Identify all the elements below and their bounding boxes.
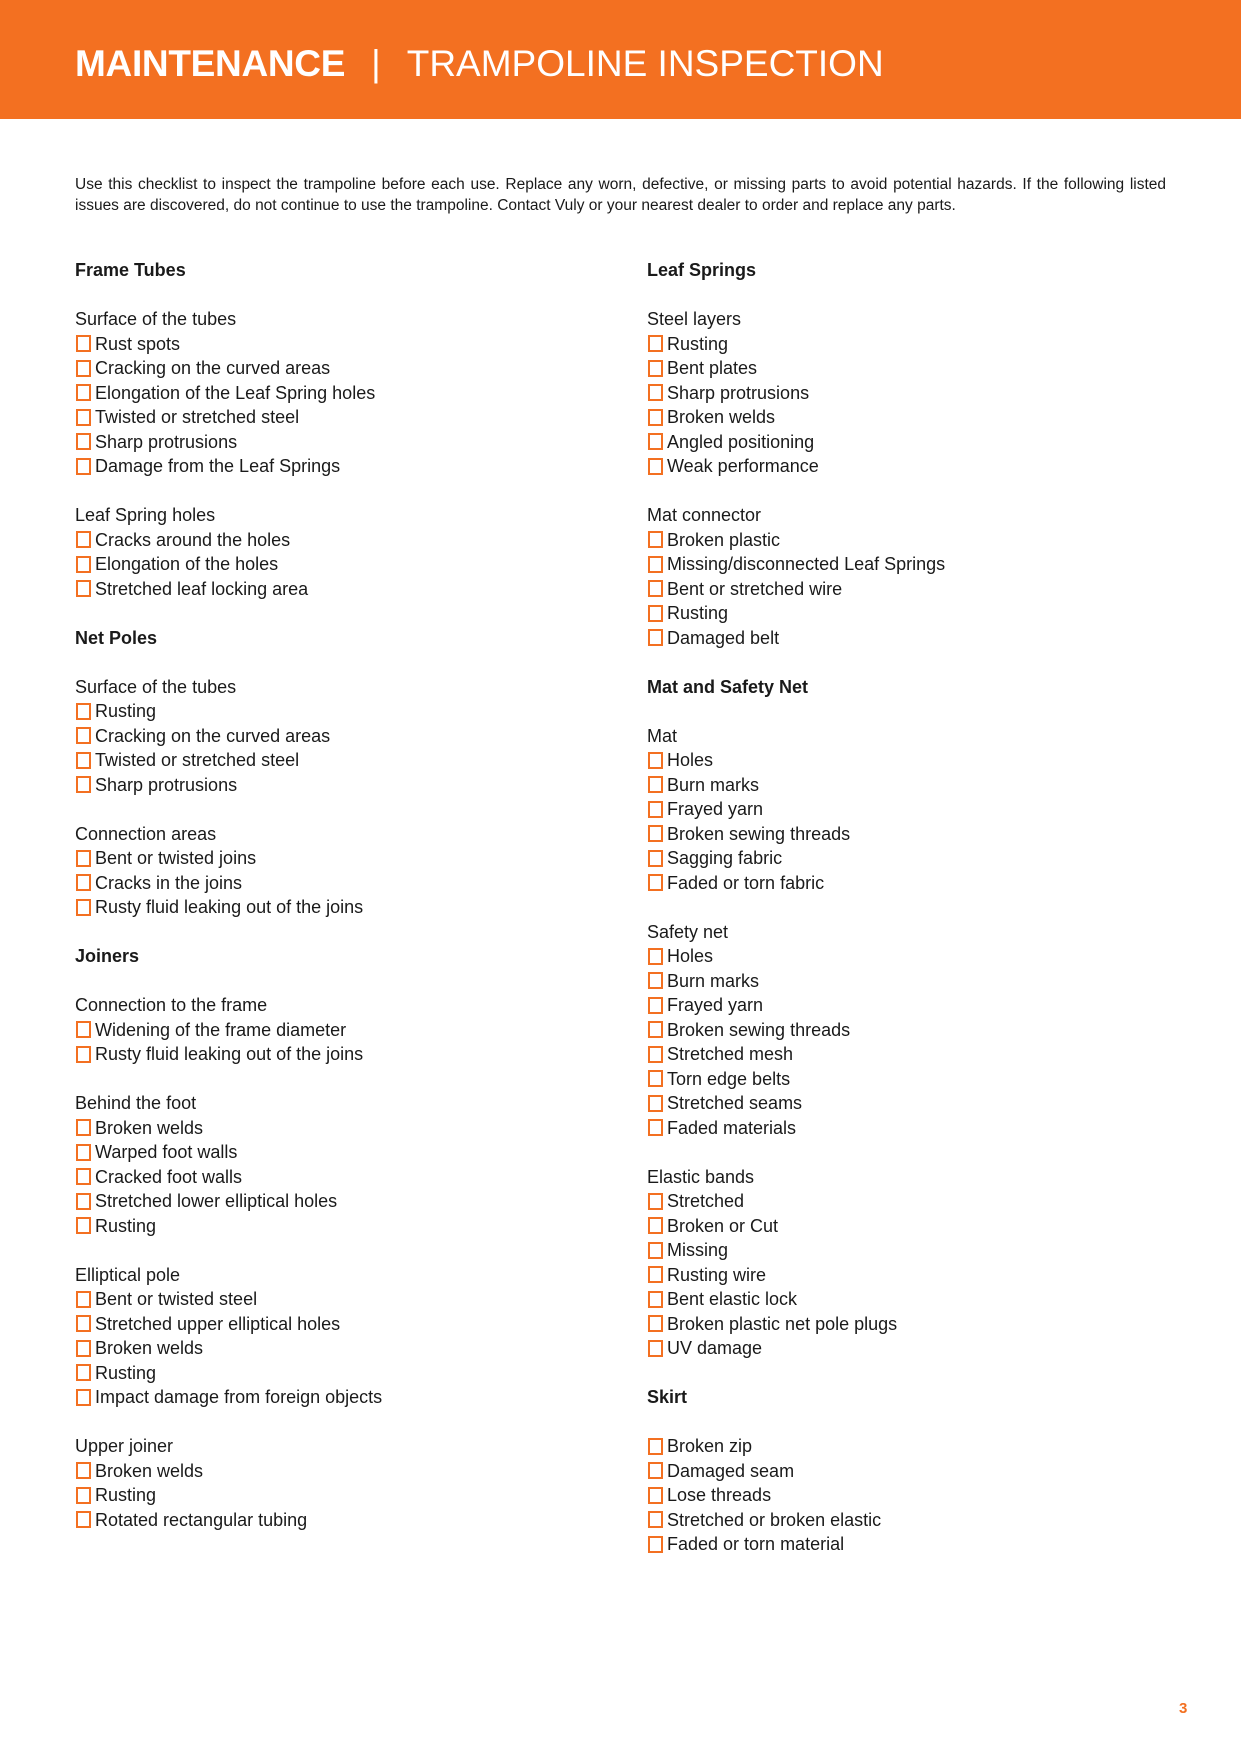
checkbox-icon[interactable] [648, 1315, 663, 1332]
checklist-group [647, 920, 1167, 1141]
checkbox-icon[interactable] [76, 1119, 91, 1136]
checklist-item-label: Twisted or stretched steel [95, 750, 300, 770]
checkbox-icon[interactable] [76, 458, 91, 475]
checklist-item-label: Broken zip [667, 1436, 753, 1456]
checkbox-icon[interactable] [648, 1487, 663, 1504]
checklist-item[interactable] [75, 1189, 595, 1214]
checklist-item[interactable] [75, 748, 595, 773]
checklist-item-label: Rusting [95, 1485, 157, 1505]
checklist-group [647, 1434, 1167, 1557]
checklist-item-label: Burn marks [667, 970, 760, 991]
checklist-item-label: Rusting wire [667, 1264, 767, 1285]
checklist-item[interactable] [647, 1459, 1167, 1484]
checkbox-icon[interactable] [76, 433, 91, 450]
checklist-item-label: Frayed yarn [667, 799, 764, 819]
checklist-item-label: Frayed yarn [667, 995, 764, 1015]
checklist-item[interactable] [647, 356, 1167, 381]
checklist-item-label: Rusty fluid leaking out of the joins [95, 1044, 364, 1064]
checkbox-icon[interactable] [76, 1315, 91, 1332]
checklist-item[interactable] [647, 1116, 1167, 1141]
checklist-item[interactable] [647, 1091, 1167, 1116]
checklist-item-label: Sharp protrusions [95, 774, 238, 795]
checkbox-icon[interactable] [76, 1046, 91, 1063]
checklist-item-label: Bent or twisted joins [95, 848, 257, 868]
group-title: Mat [647, 725, 678, 746]
checkbox-icon[interactable] [648, 1242, 663, 1259]
checklist-item[interactable] [647, 577, 1167, 602]
checklist-item-label: Rust spots [95, 333, 181, 354]
checkbox-icon[interactable] [648, 948, 663, 965]
checklist-item[interactable] [75, 381, 595, 406]
checkbox-icon[interactable] [648, 629, 663, 646]
section-skirt [647, 1385, 1167, 1557]
checklist-item-label: Rusty fluid leaking out of the joins [95, 897, 364, 917]
title-light: TRAMPOLINE INSPECTION [406, 43, 884, 84]
checklist-item-label: Broken welds [95, 1338, 204, 1358]
checklist-item-label: Rusting [95, 1215, 157, 1236]
checklist-group [75, 1263, 595, 1410]
checklist-item-label: Warped foot walls [95, 1142, 238, 1162]
checklist-item[interactable] [647, 405, 1167, 430]
checkbox-icon[interactable] [648, 433, 663, 450]
checklist-item-label: Rusting [667, 333, 729, 354]
checkbox-icon[interactable] [648, 1438, 663, 1455]
checkbox-icon[interactable] [76, 1389, 91, 1406]
section-title: Leaf Springs [647, 260, 757, 280]
checkbox-icon[interactable] [648, 1119, 663, 1136]
checklist-item[interactable] [75, 1018, 595, 1043]
checklist-item-label: Faded or torn material [667, 1534, 845, 1554]
group-title: Elastic bands [647, 1166, 755, 1187]
checklist-group [75, 993, 595, 1067]
page-header [0, 0, 1241, 119]
checkbox-icon[interactable] [76, 1487, 91, 1504]
checklist-item-label: Faded materials [667, 1117, 797, 1138]
checklist-item[interactable] [75, 895, 595, 920]
section-title: Joiners [75, 946, 140, 966]
checklist-item-label: Broken welds [95, 1460, 204, 1481]
checklist-item[interactable] [647, 1312, 1167, 1337]
checklist-item[interactable] [647, 1214, 1167, 1239]
checkbox-icon[interactable] [648, 580, 663, 597]
checklist-item-label: UV damage [667, 1338, 763, 1358]
right-column [647, 258, 1167, 1557]
checklist-item-label: Damaged seam [667, 1460, 795, 1481]
checklist-item[interactable] [647, 1287, 1167, 1312]
checklist-item[interactable] [647, 626, 1167, 651]
checklist-item-label: Broken welds [667, 407, 776, 427]
checklist-item-label: Stretched or broken elastic [667, 1509, 882, 1530]
checklist-item[interactable] [647, 552, 1167, 577]
checklist-item[interactable] [75, 724, 595, 749]
checklist-item[interactable] [647, 332, 1167, 357]
checklist-item-label: Stretched lower elliptical holes [95, 1191, 338, 1211]
checkbox-icon[interactable] [648, 531, 663, 548]
checklist-item-label: Widening of the frame diameter [95, 1019, 347, 1040]
checklist-item-label: Burn marks [667, 774, 760, 795]
checklist-item[interactable] [647, 454, 1167, 479]
checklist-item-label: Bent elastic lock [667, 1289, 798, 1309]
checkbox-icon[interactable] [76, 1168, 91, 1185]
checklist-item[interactable] [75, 332, 595, 357]
checklist-item-label: Impact damage from foreign objects [95, 1387, 383, 1407]
checklist-item-label: Stretched leaf locking area [95, 578, 309, 599]
checkbox-icon[interactable] [648, 1462, 663, 1479]
checklist-item[interactable] [647, 1238, 1167, 1263]
checkbox-icon[interactable] [76, 384, 91, 401]
checklist-item-label: Sharp protrusions [95, 431, 238, 452]
checklist-group [75, 675, 595, 798]
checklist-item[interactable] [75, 1312, 595, 1337]
checklist-item[interactable] [75, 405, 595, 430]
group-title: Connection areas [75, 823, 217, 844]
title-bold: MAINTENANCE [75, 43, 346, 84]
checklist-group [647, 724, 1167, 896]
checkbox-icon[interactable] [76, 703, 91, 720]
checklist-item[interactable] [75, 1140, 595, 1165]
checkbox-icon[interactable] [648, 1217, 663, 1234]
checklist-item[interactable] [647, 1508, 1167, 1533]
checkbox-icon[interactable] [648, 1340, 663, 1357]
checkbox-icon[interactable] [76, 556, 91, 573]
checkbox-icon[interactable] [648, 1021, 663, 1038]
checklist-group [647, 307, 1167, 479]
checklist-item-label: Faded or torn fabric [667, 872, 825, 893]
checklist-item[interactable] [75, 356, 595, 381]
checkbox-icon[interactable] [76, 1193, 91, 1210]
left-column [75, 258, 595, 1532]
checklist-item[interactable] [75, 1508, 595, 1533]
section-title: Net Poles [75, 627, 158, 648]
title-separator: | [371, 43, 381, 84]
checkbox-icon[interactable] [76, 776, 91, 793]
checklist-item-label: Angled positioning [667, 431, 815, 452]
checklist-item-label: Broken plastic [667, 529, 781, 550]
checkbox-icon[interactable] [648, 335, 663, 352]
checklist-item-label: Elongation of the holes [95, 554, 279, 574]
checklist-item[interactable] [647, 1483, 1167, 1508]
checkbox-icon[interactable] [76, 360, 91, 377]
checklist-item-label: Cracks in the joins [95, 872, 243, 893]
checkbox-icon[interactable] [648, 605, 663, 622]
checkbox-icon[interactable] [648, 1266, 663, 1283]
checklist-item-label: Broken welds [95, 1117, 204, 1138]
section-title: Mat and Safety Net [647, 676, 809, 697]
checklist-item[interactable] [647, 601, 1167, 626]
checklist-item[interactable] [75, 846, 595, 871]
checklist-item[interactable] [75, 1165, 595, 1190]
checklist-item[interactable] [647, 773, 1167, 798]
checkbox-icon[interactable] [76, 1462, 91, 1479]
checklist-item[interactable] [75, 577, 595, 602]
checklist-group [75, 1434, 595, 1532]
checklist-item-label: Elongation of the Leaf Spring holes [95, 382, 376, 403]
checklist-item[interactable] [647, 822, 1167, 847]
section-frame-tubes [75, 258, 595, 601]
checklist-item-label: Broken plastic net pole plugs [667, 1313, 898, 1334]
checkbox-icon[interactable] [76, 1511, 91, 1528]
section-title: Skirt [647, 1387, 688, 1407]
intro-paragraph: Use this checklist to inspect the trampoline before each use. Replace any worn, defective, or missing parts to avoid potential hazards. If the following listed issues are discovered, do not continue to use the trampoline. Contact Vuly or your nearest dealer to order and replace any parts. [75, 176, 1166, 214]
checkbox-icon[interactable] [648, 458, 663, 475]
checkbox-icon[interactable] [648, 409, 663, 426]
checklist-item-label: Sagging fabric [667, 848, 783, 868]
checklist-item-label: Missing [667, 1240, 729, 1260]
checklist-item[interactable] [647, 1189, 1167, 1214]
page-number: 3 [1179, 1700, 1188, 1717]
checklist-item-label: Bent plates [667, 358, 758, 378]
checklist-item[interactable] [75, 1287, 595, 1312]
checklist-group [75, 1091, 595, 1238]
group-title: Surface of the tubes [75, 309, 237, 329]
checkbox-icon[interactable] [76, 899, 91, 916]
checklist-group [647, 1165, 1167, 1361]
checklist-item-label: Rusting [667, 603, 729, 623]
checklist-item-label: Bent or stretched wire [667, 578, 843, 599]
checklist-item-label: Stretched upper elliptical holes [95, 1313, 341, 1334]
checklist-group [75, 307, 595, 479]
checkbox-icon[interactable] [648, 1193, 663, 1210]
checklist-item-label: Cracking on the curved areas [95, 725, 331, 746]
checklist-item-label: Broken sewing threads [667, 823, 851, 844]
checklist-item[interactable] [75, 552, 595, 577]
checklist-item[interactable] [647, 381, 1167, 406]
group-title: Safety net [647, 921, 729, 942]
group-title: Mat connector [647, 505, 762, 525]
checkbox-icon[interactable] [76, 874, 91, 891]
checklist-item-label: Cracks around the holes [95, 529, 291, 550]
checkbox-icon[interactable] [76, 1291, 91, 1308]
checklist-item-label: Broken or Cut [667, 1215, 779, 1236]
checkbox-icon[interactable] [648, 972, 663, 989]
page-title [75, 40, 884, 88]
checklist-item[interactable] [647, 748, 1167, 773]
checklist-item-label: Rusting [95, 701, 157, 721]
checkbox-icon[interactable] [76, 1144, 91, 1161]
checklist-item[interactable] [647, 1532, 1167, 1557]
checklist-item-label: Sharp protrusions [667, 382, 810, 403]
checkbox-icon[interactable] [648, 1536, 663, 1553]
checkbox-icon[interactable] [76, 727, 91, 744]
checklist-item[interactable] [75, 1116, 595, 1141]
checklist-item[interactable] [647, 528, 1167, 553]
checkbox-icon[interactable] [648, 776, 663, 793]
checklist-item-label: Lose threads [667, 1485, 772, 1505]
checklist-item-label: Rusting [95, 1362, 157, 1383]
checklist-item[interactable] [647, 1263, 1167, 1288]
checklist-item[interactable] [75, 430, 595, 455]
checklist-item-label: Rotated rectangular tubing [95, 1509, 308, 1530]
checklist-item[interactable] [647, 871, 1167, 896]
checkbox-icon[interactable] [648, 1070, 663, 1087]
checkbox-icon[interactable] [648, 825, 663, 842]
checkbox-icon[interactable] [648, 556, 663, 573]
checklist-item[interactable] [75, 1042, 595, 1067]
checklist-item[interactable] [647, 1067, 1167, 1092]
checkbox-icon[interactable] [76, 1217, 91, 1234]
checklist-item[interactable] [75, 1336, 595, 1361]
checkbox-icon[interactable] [76, 531, 91, 548]
checklist-item[interactable] [75, 1385, 595, 1410]
checkbox-icon[interactable] [648, 997, 663, 1014]
checkbox-icon[interactable] [648, 384, 663, 401]
checklist-item-label: Stretched mesh [667, 1044, 794, 1064]
checkbox-icon[interactable] [76, 1021, 91, 1038]
checklist-item[interactable] [75, 1361, 595, 1386]
checklist-item[interactable] [75, 871, 595, 896]
checklist-item[interactable] [647, 969, 1167, 994]
checkbox-icon[interactable] [76, 1340, 91, 1357]
checklist-item-label: Cracked foot walls [95, 1166, 243, 1187]
checklist-item[interactable] [75, 1459, 595, 1484]
section-title: Frame Tubes [75, 260, 186, 280]
checklist-item[interactable] [647, 993, 1167, 1018]
checklist-item[interactable] [75, 699, 595, 724]
checkbox-icon[interactable] [76, 752, 91, 769]
checklist-item[interactable] [647, 944, 1167, 969]
checklist-item-label: Missing/disconnected Leaf Springs [667, 554, 946, 574]
checkbox-icon[interactable] [76, 580, 91, 597]
checkbox-icon[interactable] [648, 1046, 663, 1063]
checkbox-icon[interactable] [648, 1095, 663, 1112]
checklist-group [75, 822, 595, 920]
checklist-item[interactable] [647, 1018, 1167, 1043]
checklist-item[interactable] [647, 797, 1167, 822]
checklist-item[interactable] [647, 430, 1167, 455]
checklist-group [75, 503, 595, 601]
group-title: Elliptical pole [75, 1264, 181, 1285]
checklist-item-label: Stretched seams [667, 1093, 803, 1113]
checkbox-icon[interactable] [648, 752, 663, 769]
checklist-item[interactable] [75, 1214, 595, 1239]
checkbox-icon[interactable] [648, 874, 663, 891]
group-title: Behind the foot [75, 1093, 197, 1113]
checkbox-icon[interactable] [648, 360, 663, 377]
checkbox-icon[interactable] [648, 850, 663, 867]
checklist-item[interactable] [75, 528, 595, 553]
checklist-item[interactable] [647, 1042, 1167, 1067]
checklist-item[interactable] [647, 846, 1167, 871]
checklist-item-label: Twisted or stretched steel [95, 407, 300, 427]
checklist-item[interactable] [647, 1336, 1167, 1361]
group-title: Surface of the tubes [75, 676, 237, 697]
checkbox-icon[interactable] [76, 335, 91, 352]
checklist-item[interactable] [647, 1434, 1167, 1459]
checklist-item-label: Weak performance [667, 456, 819, 476]
group-title: Steel layers [647, 309, 742, 329]
checklist-item-label: Cracking on the curved areas [95, 358, 331, 378]
checklist-item-label: Torn edge belts [667, 1068, 791, 1089]
checkbox-icon[interactable] [76, 1364, 91, 1381]
checkbox-icon[interactable] [648, 801, 663, 818]
checklist-item-label: Holes [667, 946, 714, 966]
section-mat-and-safety-net [647, 675, 1167, 1361]
checkbox-icon[interactable] [76, 409, 91, 426]
checklist-item-label: Bent or twisted steel [95, 1289, 258, 1309]
checkbox-icon[interactable] [76, 850, 91, 867]
checklist-group [647, 503, 1167, 650]
group-title: Connection to the frame [75, 995, 268, 1015]
checklist-item-label: Damage from the Leaf Springs [95, 456, 341, 476]
checklist-item-label: Holes [667, 750, 714, 770]
checklist-item-label: Damaged belt [667, 627, 780, 648]
checkbox-icon[interactable] [648, 1291, 663, 1308]
checkbox-icon[interactable] [648, 1511, 663, 1528]
section-joiners [75, 944, 595, 1532]
section-net-poles [75, 626, 595, 920]
checklist-item[interactable] [75, 1483, 595, 1508]
section-leaf-springs [647, 258, 1167, 650]
group-title: Upper joiner [75, 1436, 174, 1456]
checklist-item-label: Stretched [667, 1191, 745, 1211]
checklist-item[interactable] [75, 773, 595, 798]
group-title: Leaf Spring holes [75, 505, 216, 525]
checklist-item[interactable] [75, 454, 595, 479]
checklist-item-label: Broken sewing threads [667, 1019, 851, 1040]
